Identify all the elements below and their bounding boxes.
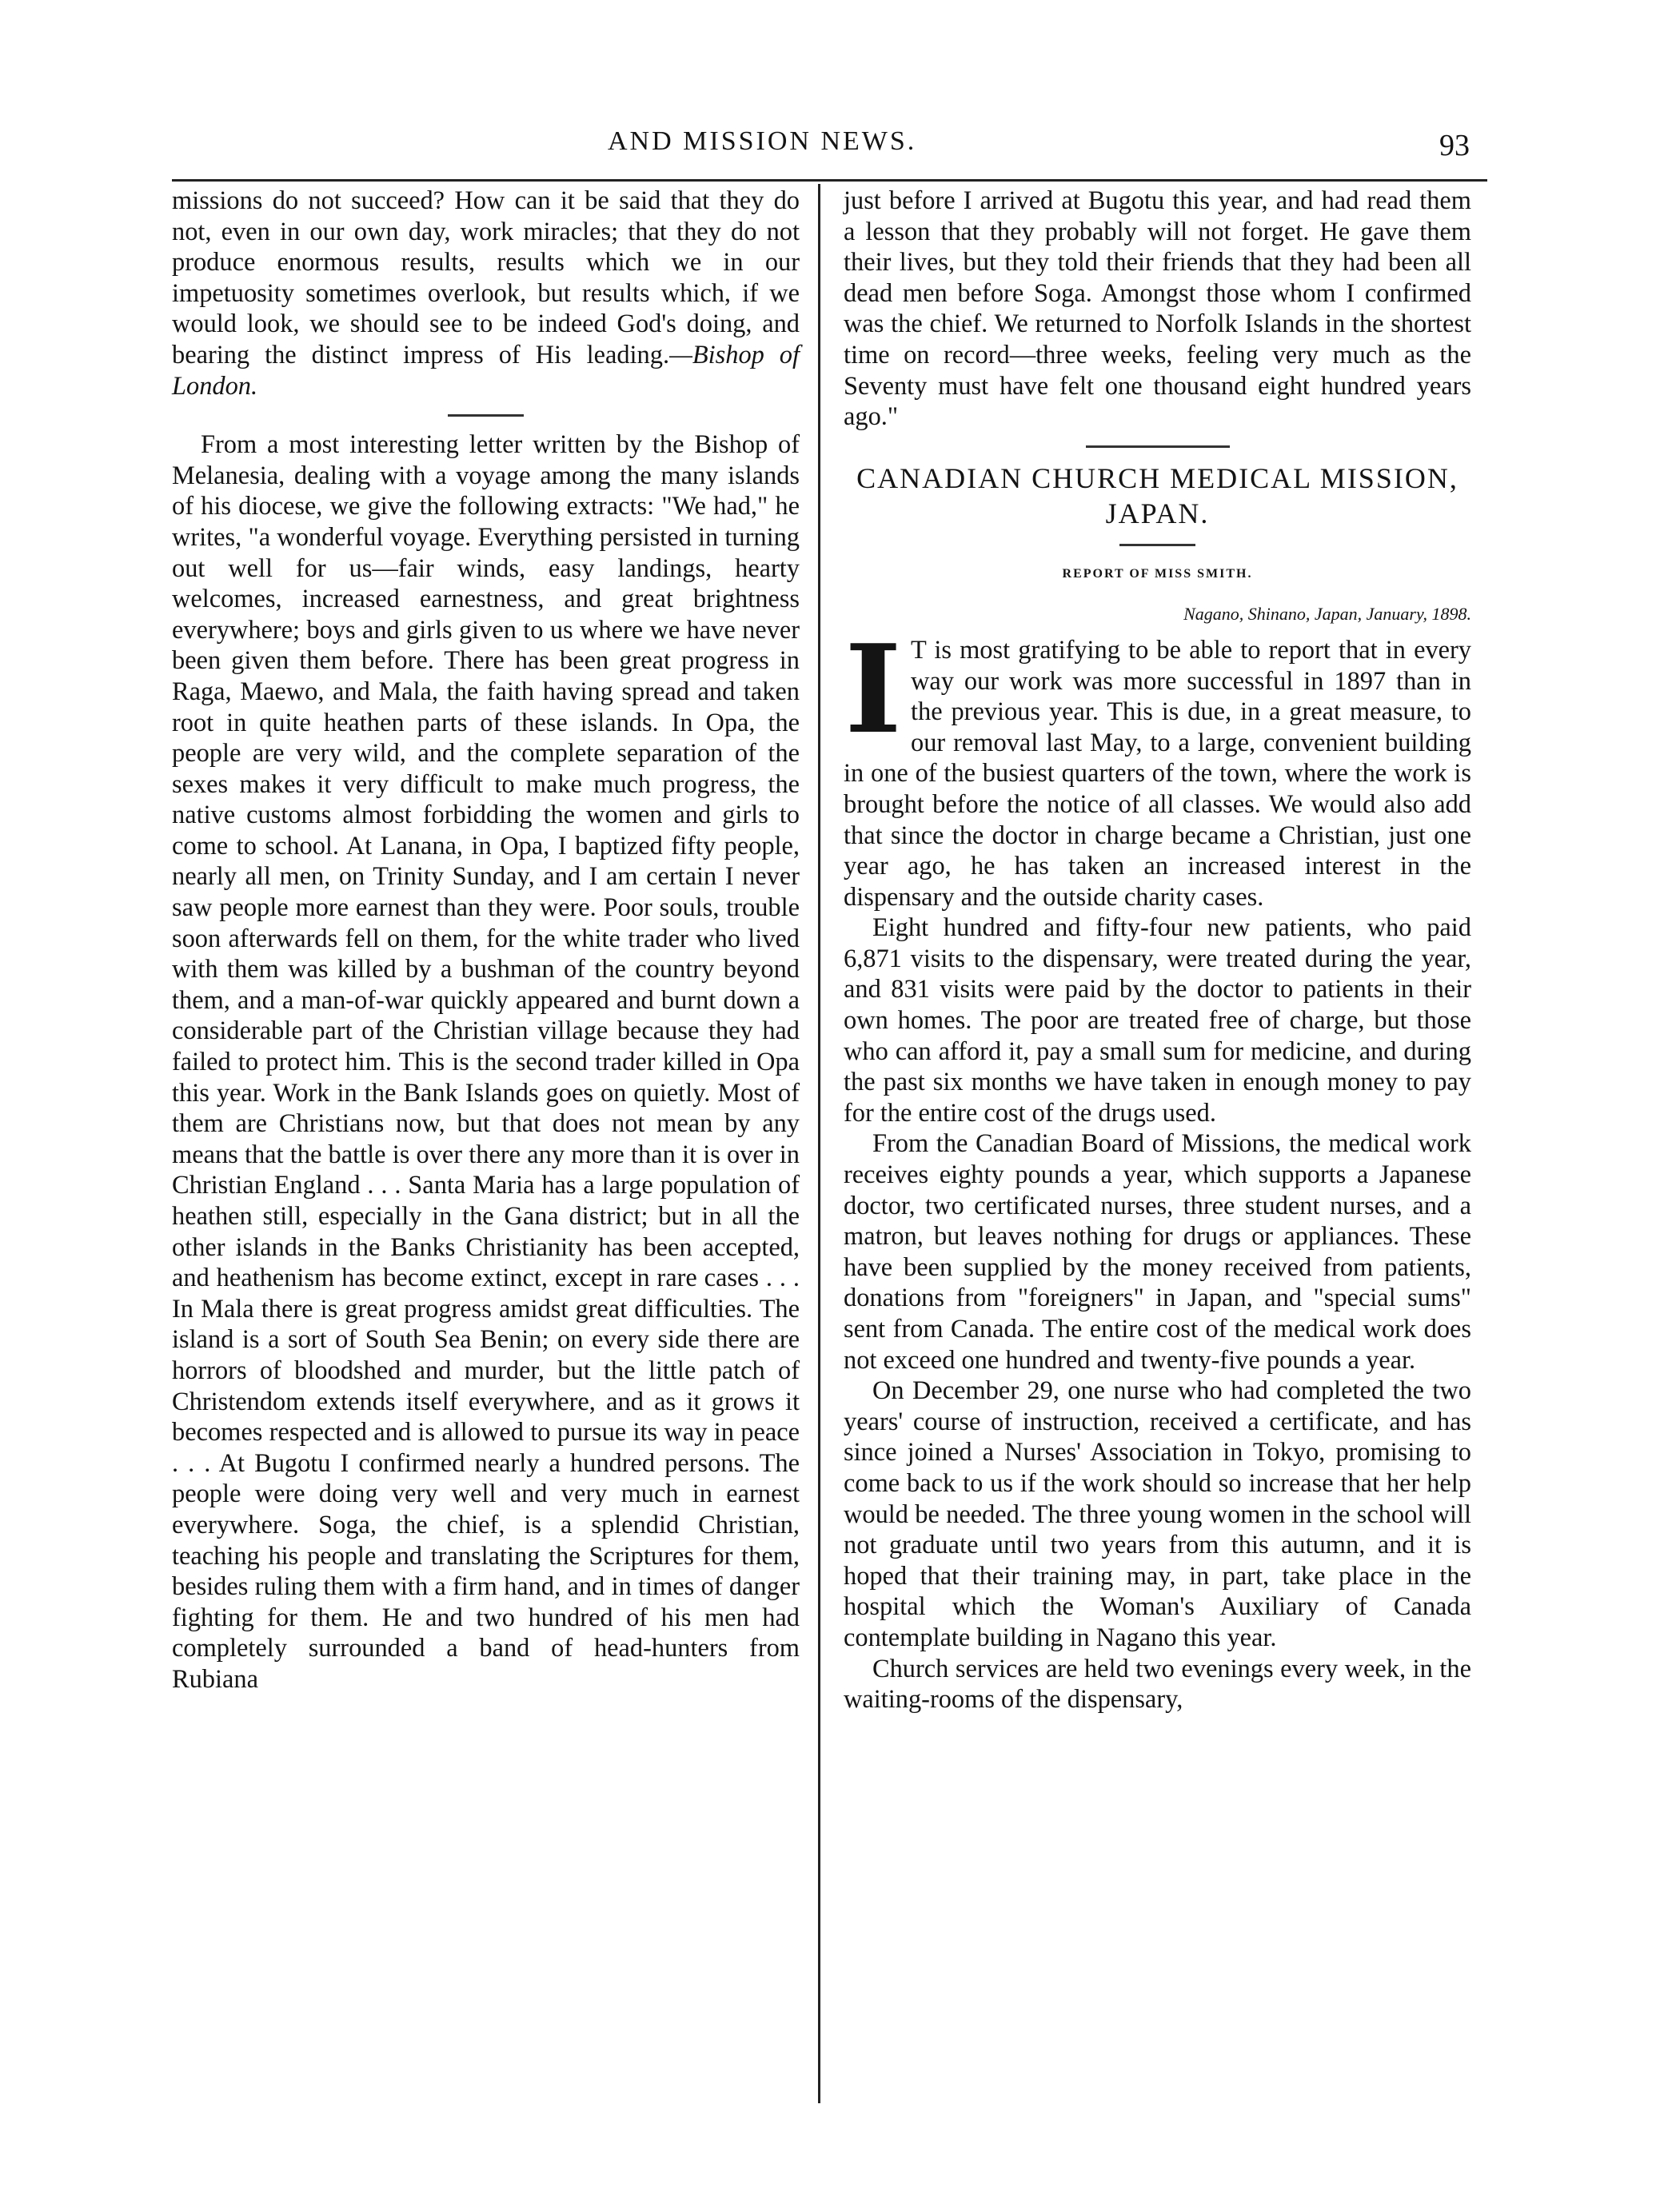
church-services-paragraph: Church services are held two evenings every week, in the waiting-rooms of the dispensary, [844,1654,1471,1715]
section-separator [448,414,524,417]
section-separator [1086,445,1230,448]
bishop-london-quote: missions do not succeed? How can it be said that they do not, even in our own day, work miracles; that they do not produce enormous results, results which we in our impetuosity sometimes overlook, but results which, if we would look, we should see to be indeed God's doing, and bearing the distinct impress of His leading. [172,186,800,369]
title-rule [1119,544,1195,546]
nurses-paragraph: On December 29, one nurse who had completed the two years' course of instruction, received a certificate, and has since joined a Nurses' Association in Tokyo, promising to come back to us if the work should so increase that her help would be needed. The three young women in the school will not graduate until two years from this autumn, and it is hoped that their training may, in part, take place in the hospital which the Woman's Auxiliary of Canada contemplate building in Nagano this year. [844,1376,1471,1652]
left-paragraph-1 [172,186,800,401]
running-header-title: AND MISSION NEWS. [608,126,917,156]
opening-paragraph-block [844,635,1471,912]
column-divider-rule [818,184,820,2103]
right-paragraph-continued: just before I arrived at Bugotu this year, and had read them a lesson that they probably will not forget. He gave them their lives, but they told their friends that they had been all dead men before Soga. Amongst those whom I confirmed was the chief. We returned to Norfolk Islands in the shortest time on record—three weeks, feeling very much as the Seventy must have felt one thousand eight hundred years ago." [844,186,1471,432]
right-column [844,186,1471,1715]
funding-paragraph: From the Canadian Board of Missions, the medical work receives eighty pounds a year, which supports a Japanese doctor, two certificated nurses, three student nurses, and a matron, but leaves nothing for drugs or appliances. These have been supplied by the money received from patients, donations from "foreigners" in Japan, and "special sums" sent from Canada. The entire cost of the medical work does not exceed one hundred and twenty-five pounds a year. [844,1129,1471,1375]
drop-cap-letter: I [844,634,902,761]
report-byline: REPORT OF MISS SMITH. [1062,566,1253,581]
page-number: 93 [1439,129,1470,162]
header-rule [172,179,1487,182]
opening-paragraph: T is most gratifying to be able to report that in every way our work was more successful in 1897 than in the previous year. This is due, in a great measure, to our removal last May, to a large, convenient building in one of the busiest quarters of the town, where the work is brought before the notice of all classes. We would also add that since the doctor in charge became a Christian, just one year ago, he has taken an increased interest in the dispensary and the outside charity cases. [844,635,1471,912]
left-column [172,186,800,1695]
patients-paragraph: Eight hundred and fifty-four new patients, who paid 6,871 visits to the dispensary, were treated during the year, and 831 visits were paid by the doctor to patients in their own homes. The poor are treated free of charge, but those who can afford it, pay a small sum for medicine, and during the past six months we have taken in enough money to pay for the entire cost of the drugs used. [844,913,1471,1128]
article-title: CANADIAN CHURCH MEDICAL MISSION, JAPAN. [856,461,1458,529]
quote-attribution: —Bishop of London. [172,340,800,401]
dateline: Nagano, Shinano, Japan, January, 1898. [1183,604,1471,625]
melanesia-letter-paragraph: From a most interesting letter written by the Bishop of Melanesia, dealing with a voyage among the many islands of his diocese, we give the following extracts: "We had," he writes, "a wonderful voyage. Everything persisted in turning out well for us—fair winds, easy landings, hearty welcomes, increased earnestness, and great brightness everywhere; boys and girls given to us where we have never been given them before. There has been great progress in Raga, Maewo, and Mala, the faith having spread and taken root in quite heathen parts of these islands. In Opa, the people are very wild, and the complete separation of the sexes makes it very difficult to make much progress, the native customs almost forbidding the women and girls to come to school. At Lanana, in Opa, I baptized fifty people, nearly all men, on Trinity Sunday, and I am certain I never saw people more earnest than they were. Poor souls, trouble soon afterwards fell on them, for the white trader who lived with them was killed by a bushman of the country beyond them, and a man-of-war quickly appeared and burnt down a considerable part of the Christian village because they had failed to protect him. This is the second trader killed in Opa this year. Work in the Bank Islands goes on quietly. Most of them are Christians now, but that does not mean by any means that the battle is over there any more than it is over in Christian England . . . Santa Maria has a large population of heathen still, especially in the Gana district; but in all the other islands in the Banks Christianity has been accepted, and heathenism has become extinct, except in rare cases . . . In Mala there is great progress amidst great difficulties. The island is a sort of South Sea Benin; on every side there are horrors of bloodshed and murder, but the little patch of Christendom extends itself everywhere, and as it grows it becomes respected and is allowed to pursue its way in peace . . . At Bugotu I confirmed nearly a hundred persons. The people were doing very well and very much in earnest everywhere. Soga, the chief, is a splendid Christian, teaching his people and translating the Scriptures for them, besides ruling them with a firm hand, and in times of danger fighting for them. He and two hundred of his men had completely surrounded a band of head-hunters from Rubiana [172,430,800,1694]
